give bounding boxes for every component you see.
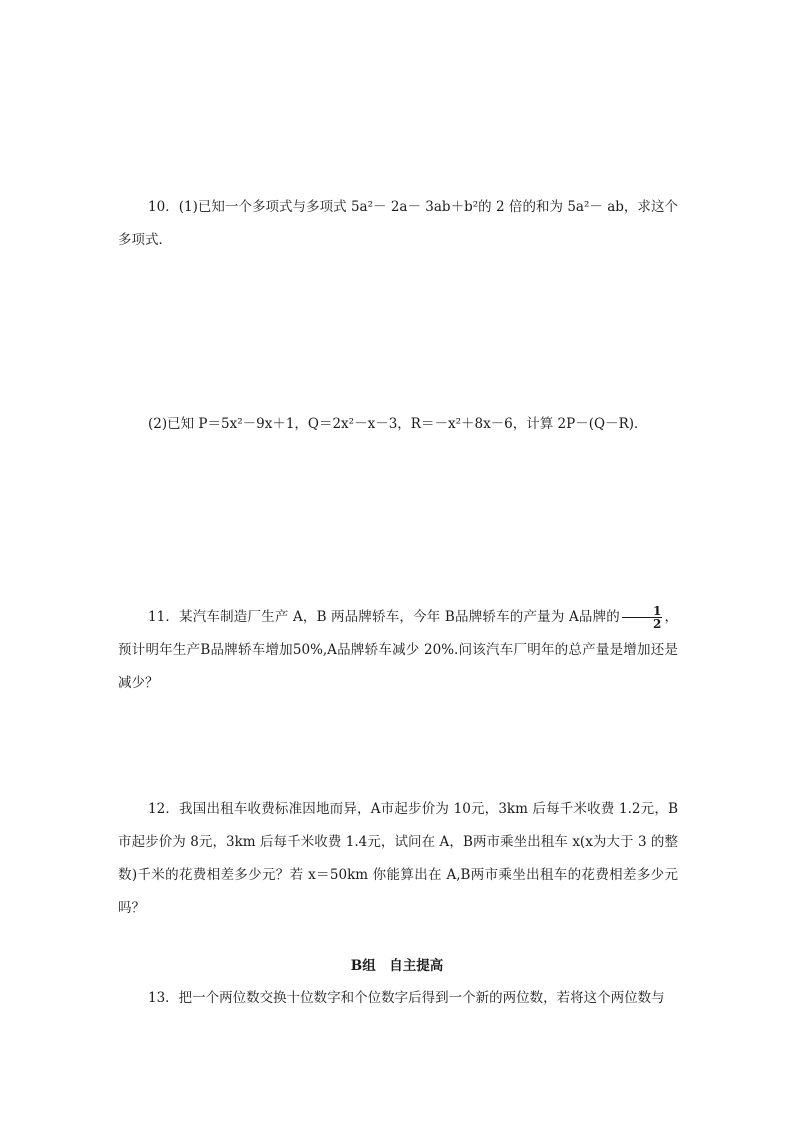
question-10-part-1-text: 10．(1)已知一个多项式与多项式 5a²－ 2a－ 3ab＋b²的 2 倍的和为 5a²－ ab，求这个多项式． (118, 199, 678, 248)
question-10-part-2-text: (2)已知 P＝5x²－9x＋1，Q＝2x²－x－3，R＝－x²＋8x－6，计算 2P－(Q－R)． (148, 416, 648, 432)
question-11 (118, 601, 678, 700)
fraction-numerator: 1 (622, 605, 662, 618)
question-13 (118, 982, 678, 1015)
question-13-text: 13．把一个两位数交换十位数字和个位数字后得到一个新的两位数，若将这个两位数与 (148, 990, 665, 1006)
question-10-part-2 (118, 408, 678, 441)
question-10-part-1 (118, 191, 678, 257)
section-b-heading: B组 自主提高 (350, 958, 444, 974)
question-12 (118, 793, 678, 925)
question-11-text-start: 11．某汽车制造厂生产 A，B 两品牌轿车，今年 B品牌轿车的产量为 A品牌的 (148, 609, 620, 625)
fraction-one-half (622, 605, 662, 630)
question-12-text: 12．我国出租车收费标准因地而异，A市起步价为 10元，3km 后每千米收费 1.2元，B市起步价为 8元，3km 后每千米收费 1.4元，试问在 A，B两市乘坐出租车 x(x为大于 3 的整数)千米的花费相差多少元？若 x＝50km 你能算出在 A,B两市乘坐出租车的花费相差多少元吗？ (118, 801, 678, 916)
question-11-text-end: ，预计明年生产B品牌轿车增加50%,A品牌轿车减少 20%.问该汽车厂明年的总产量是增加还是减少？ (118, 609, 678, 691)
fraction-denominator: 2 (652, 617, 662, 631)
